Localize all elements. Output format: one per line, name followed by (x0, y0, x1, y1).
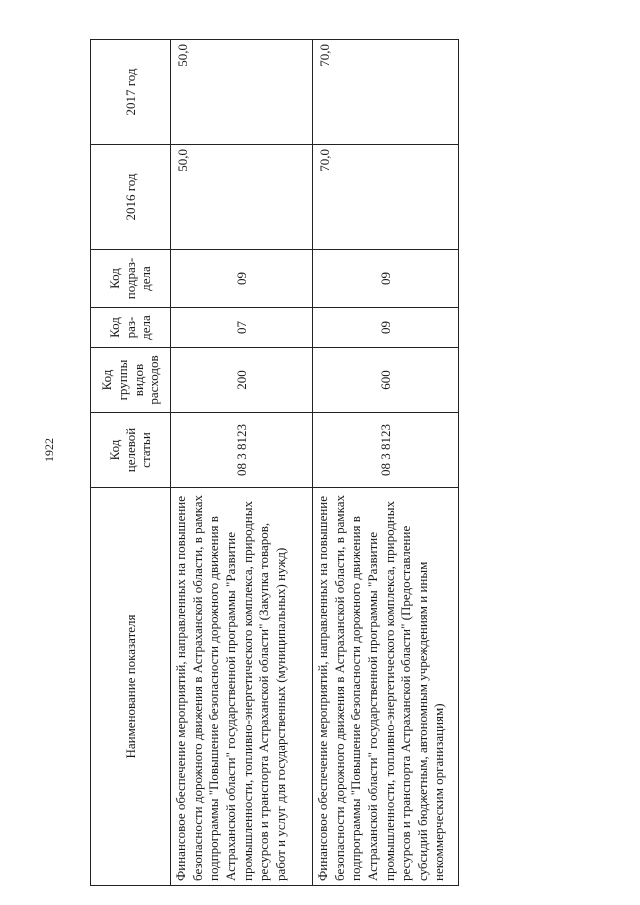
row-group-code: 200 (171, 348, 313, 413)
header-2017: 2017 год (91, 40, 171, 145)
table-row (313, 40, 459, 886)
row-amount-2016: 50,0 (171, 145, 313, 250)
header-target-code: Код целевой статьи (91, 413, 171, 488)
row-section-code: 09 (313, 308, 459, 348)
row-amount-2017: 50,0 (171, 40, 313, 145)
row-group-code: 600 (313, 348, 459, 413)
row-amount-2017: 70,0 (313, 40, 459, 145)
row-name: Финансовое обеспечение мероприятий, направленных на повышение безопасности дорожного движения в Астраханской области, в рамках подпрограммы "Повышение безопасности дорожного движения в Астраханской области" государственной программы "Развитие промышленности, топливно-энергетического комплекса, природных ресурсов и транспорта Астраханской области" (Закупка товаров, работ и услуг для государственных (муниципальных) нужд) (171, 488, 313, 886)
header-name: Наименование показателя (91, 488, 171, 886)
rotated-table-inner (90, 40, 458, 886)
row-section-code: 07 (171, 308, 313, 348)
table-row (171, 40, 313, 886)
row-target-code: 08 3 8123 (171, 413, 313, 488)
row-amount-2016: 70,0 (313, 145, 459, 250)
header-row (91, 40, 171, 886)
header-subsection-code: Код подраз-дела (91, 250, 171, 308)
row-target-code: 08 3 8123 (313, 413, 459, 488)
rotated-table-wrapper (90, 40, 458, 886)
page-number: 1922 (42, 438, 56, 462)
header-section-code: Код раз-дела (91, 308, 171, 348)
budget-table (90, 39, 459, 886)
header-group-code: Код группы видов расходов (91, 348, 171, 413)
row-subsection-code: 09 (313, 250, 459, 308)
row-name: Финансовое обеспечение мероприятий, направленных на повышение безопасности дорожного движения в Астраханской области, в рамках подпрограммы "Повышение безопасности дорожного движения в Астраханской области" государственной программы "Развитие промышленности, топливно-энергетического комплекса, природных ресурсов и транспорта Астраханской области" (Предоставление субсидий бюджетным, автономным учреждениям и иным некоммерческим организациям) (313, 488, 459, 886)
row-subsection-code: 09 (171, 250, 313, 308)
header-2016: 2016 год (91, 145, 171, 250)
